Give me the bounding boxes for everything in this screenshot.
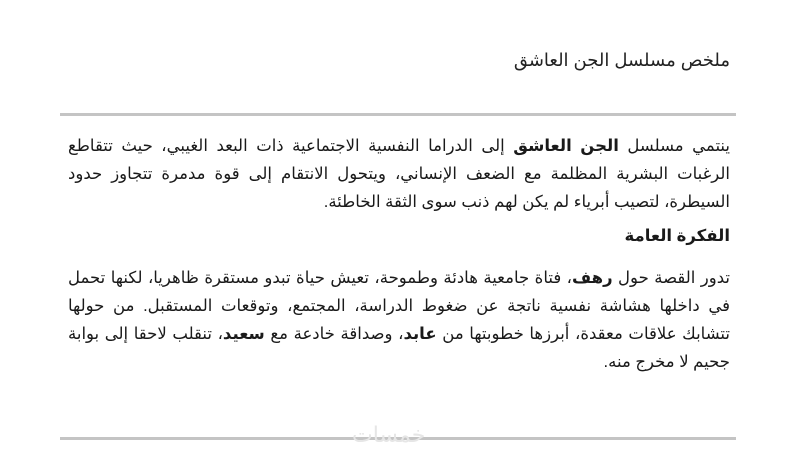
character-name-abed: عابد bbox=[403, 325, 437, 343]
series-name: الجن العاشق bbox=[513, 137, 619, 155]
intro-text: ينتمي مسلسل bbox=[618, 137, 731, 155]
section-text: ، فتاة جامعية هادئة وطموحة، تعيش حياة تبدو مستقرة ظاهريا، لكنها تحمل في داخلها هشاشة نفسية ناتجة عن ضغوط الدراسة، المجتمع، وتوقعات المستقبل. من حولها تتشابك علاقات معقدة، أبرزها خطوبتها من bbox=[68, 269, 730, 343]
section-text: ، تنقلب لاحقا إلى بوابة جحيم لا مخرج منه. bbox=[68, 325, 730, 371]
section-text: تدور القصة حول bbox=[612, 269, 730, 287]
section-paragraph bbox=[68, 264, 730, 376]
intro-paragraph bbox=[68, 132, 730, 216]
intro-text: إلى الدراما النفسية الاجتماعية ذات البعد الغيبي، حيث تتقاطع الرغبات البشرية المظلمة مع الضعف الإنساني، ويتحول الانتقام إلى قوة مدمرة تتجاوز حدود السيطرة، لتصيب أبرياء لم يكن لهم ذنب سوى الثقة الخاطئة. bbox=[68, 137, 730, 211]
top-divider bbox=[60, 113, 736, 116]
page-title: ملخص مسلسل الجن العاشق bbox=[513, 50, 730, 70]
character-name-rahaf: رهف bbox=[572, 269, 613, 287]
section-heading: الفكرة العامة bbox=[624, 227, 730, 245]
article-body bbox=[68, 132, 730, 376]
section-text: ، وصداقة خادعة مع bbox=[264, 325, 404, 343]
character-name-saeed: سعيد bbox=[222, 325, 265, 343]
watermark-logo: خمسات bbox=[352, 422, 426, 447]
